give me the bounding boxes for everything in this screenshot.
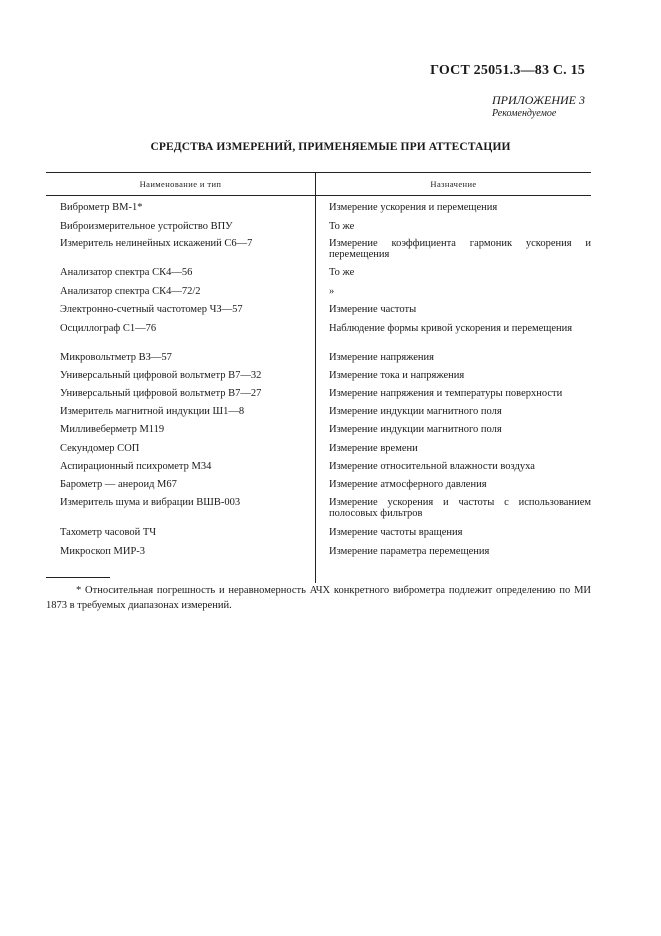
- standard-code: ГОСТ 25051.3—83 С. 15: [430, 63, 585, 78]
- instrument-name: Тахометр часовой ТЧ: [60, 527, 157, 538]
- footnote-divider: [46, 577, 110, 578]
- table-row: [46, 546, 591, 558]
- instrument-purpose: Измерение индукции магнитного поля: [329, 424, 502, 435]
- table-row: [46, 370, 591, 382]
- instrument-purpose: Измерение индукции магнитного поля: [329, 406, 502, 417]
- instrument-name: Измеритель шума и вибрации ВШВ-003: [60, 497, 241, 508]
- instrument-purpose: Измерение атмосферного давления: [329, 479, 487, 490]
- footnote: * Относительная погрешность и неравномерность АЧХ конкретного виброметра подлежит определению по МИ 1873 в требуемых диапазонах измерений.: [46, 585, 591, 611]
- column-header-name: Наименование и тип: [46, 173, 316, 195]
- instrument-name: Электронно-счетный частотомер ЧЗ—57: [60, 304, 243, 315]
- instrument-name: Осциллограф С1—76: [60, 323, 157, 334]
- instrument-purpose: Измерение напряжения и температуры поверхности: [329, 388, 563, 399]
- instrument-name: Виброизмерительное устройство ВПУ: [60, 221, 233, 232]
- instrument-name: Секундомер СОП: [60, 443, 140, 454]
- page-title: СРЕДСТВА ИЗМЕРЕНИЙ, ПРИМЕНЯЕМЫЕ ПРИ АТТЕСТАЦИИ: [150, 141, 511, 153]
- instrument-purpose: »: [329, 286, 335, 297]
- table-row: [46, 202, 591, 214]
- instrument-name: Анализатор спектра СК4—56: [60, 267, 193, 278]
- instrument-name: Барометр — анероид М67: [60, 479, 177, 490]
- instrument-purpose: Измерение ускорения и частоты с использованием полосовых фильтров: [329, 497, 591, 519]
- table-row: [46, 323, 591, 334]
- table-row: [46, 479, 591, 491]
- table-row: [46, 286, 591, 298]
- instrument-purpose: Измерение относительной влажности воздуха: [329, 461, 535, 472]
- instrument-name: Измеритель нелинейных искажений С6—7: [60, 238, 253, 249]
- table-row: [46, 406, 591, 418]
- instrument-name: Виброметр ВМ-1*: [60, 202, 143, 213]
- table-row: [46, 221, 591, 233]
- table-row: [46, 527, 591, 539]
- table-row: [46, 238, 591, 260]
- table-row: [46, 388, 591, 400]
- instrument-name: Универсальный цифровой вольтметр В7—27: [60, 388, 262, 399]
- instrument-purpose: Измерение частоты вращения: [329, 527, 463, 538]
- instrument-purpose: Измерение коэффициента гармоник ускорения и перемещения: [329, 238, 591, 260]
- table-row: [46, 424, 591, 436]
- instrument-purpose: То же: [329, 267, 355, 278]
- instrument-name: Аспирационный психрометр М34: [60, 461, 212, 472]
- instrument-purpose: Измерение напряжения: [329, 352, 435, 363]
- table-row: [46, 497, 591, 519]
- instruments-table: [46, 172, 591, 557]
- instrument-purpose: Измерение ускорения и перемещения: [329, 202, 498, 213]
- instrument-name: Измеритель магнитной индукции Ш1—8: [60, 406, 245, 417]
- appendix-number: ПРИЛОЖЕНИЕ 3: [492, 93, 585, 107]
- instrument-purpose: Наблюдение формы кривой ускорения и перемещения: [329, 323, 573, 334]
- instrument-purpose: Измерение частоты: [329, 304, 417, 315]
- instrument-name: Универсальный цифровой вольтметр В7—32: [60, 370, 262, 381]
- table-row: [46, 443, 591, 455]
- table-header: [46, 172, 591, 196]
- table-row: [46, 267, 591, 279]
- table-row: [46, 461, 591, 473]
- instrument-purpose: Измерение параметра перемещения: [329, 546, 490, 557]
- table-row: [46, 352, 591, 364]
- instrument-purpose: Измерение времени: [329, 443, 418, 454]
- instrument-purpose: Измерение тока и напряжения: [329, 370, 465, 381]
- table-row: [46, 304, 591, 316]
- instrument-name: Микровольтметр ВЗ—57: [60, 352, 172, 363]
- appendix-label: [492, 94, 585, 120]
- appendix-status: Рекомендуемое: [492, 108, 557, 119]
- instrument-name: Милливеберметр М119: [60, 424, 165, 435]
- instrument-name: Микроскоп МИР-3: [60, 546, 146, 557]
- column-header-purpose: Назначение: [430, 179, 477, 189]
- instrument-purpose: То же: [329, 221, 355, 232]
- instrument-name: Анализатор спектра СК4—72/2: [60, 286, 201, 297]
